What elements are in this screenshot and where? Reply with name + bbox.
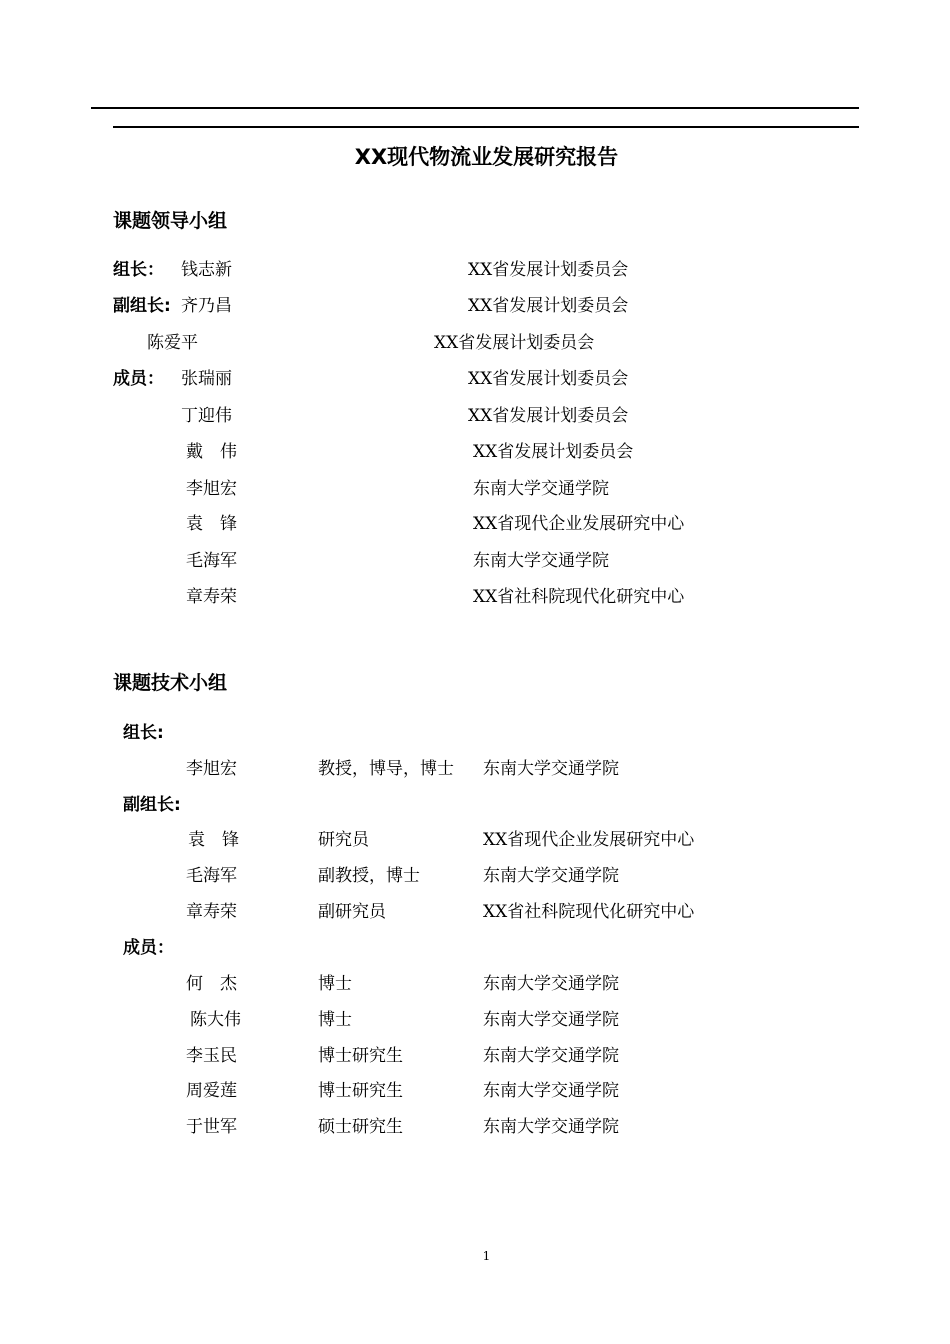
technical-member-org: 东南大学交通学院: [483, 974, 619, 994]
leadership-deputy-label: 副组长:: [113, 296, 171, 316]
technical-members-label: 成员：: [123, 938, 174, 958]
leadership-member-name: 李旭宏: [186, 479, 237, 499]
technical-deputy-name: 毛海军: [186, 866, 237, 886]
technical-member-org: 东南大学交通学院: [483, 1081, 619, 1101]
technical-deputy-title: 研究员: [318, 830, 369, 850]
technical-member-title: 博士: [318, 974, 352, 994]
leadership-member-org: 东南大学交通学院: [473, 551, 609, 571]
technical-member-title: 硕士研究生: [318, 1117, 403, 1137]
leadership-member-org: XX省发展计划委员会: [473, 442, 634, 462]
leadership-deputy-org: XX省发展计划委员会: [468, 296, 629, 316]
leadership-members-label: 成员：: [113, 369, 164, 389]
technical-deputy-org: 东南大学交通学院: [483, 866, 619, 886]
technical-deputy-label: 副组长:: [123, 795, 181, 815]
technical-deputy-title: 副教授，博士: [318, 866, 420, 886]
leadership-member-org: XX省发展计划委员会: [468, 406, 629, 426]
report-title: XX现代物流业发展研究报告: [354, 145, 619, 169]
leadership-member-name: 袁 锋: [186, 514, 237, 534]
technical-member-title: 博士研究生: [318, 1046, 403, 1066]
leadership-heading: 课题领导小组: [113, 210, 228, 232]
technical-member-org: 东南大学交通学院: [483, 1046, 619, 1066]
leadership-leader-org: XX省发展计划委员会: [468, 260, 629, 280]
technical-member-name: 陈大伟: [190, 1010, 241, 1030]
technical-leader-label: 组长:: [123, 723, 164, 743]
technical-leader-name: 李旭宏: [186, 759, 237, 779]
technical-heading: 课题技术小组: [113, 672, 228, 694]
technical-leader-title: 教授，博导，博士: [318, 759, 454, 779]
leadership-leader-label: 组长：: [113, 260, 164, 280]
technical-deputy-name: 章寿荣: [186, 902, 237, 922]
leadership-member-org: 东南大学交通学院: [473, 479, 609, 499]
leadership-deputy-name: 齐乃昌: [181, 296, 232, 316]
technical-member-name: 李玉民: [186, 1046, 237, 1066]
leadership-member-name: 张瑞丽: [181, 369, 232, 389]
leadership-deputy-name: 陈爱平: [147, 333, 198, 353]
leadership-member-name: 丁迎伟: [181, 406, 232, 426]
technical-deputy-org: XX省现代企业发展研究中心: [483, 830, 695, 850]
technical-member-name: 于世军: [186, 1117, 237, 1137]
technical-member-name: 何 杰: [186, 974, 237, 994]
leadership-member-org: XX省社科院现代化研究中心: [473, 587, 685, 607]
technical-deputy-org: XX省社科院现代化研究中心: [483, 902, 695, 922]
leadership-member-name: 毛海军: [186, 551, 237, 571]
technical-member-name: 周爱莲: [186, 1081, 237, 1101]
leadership-member-org: XX省发展计划委员会: [468, 369, 629, 389]
technical-leader-org: 东南大学交通学院: [483, 759, 619, 779]
header-rule-top: [91, 107, 859, 109]
leadership-deputy-org: XX省发展计划委员会: [434, 333, 595, 353]
technical-member-org: 东南大学交通学院: [483, 1010, 619, 1030]
technical-deputy-title: 副研究员: [318, 902, 386, 922]
leadership-leader-name: 钱志新: [181, 260, 232, 280]
technical-member-org: 东南大学交通学院: [483, 1117, 619, 1137]
page-number: 1: [482, 1249, 491, 1263]
header-rule-bottom: [113, 126, 859, 128]
technical-member-title: 博士: [318, 1010, 352, 1030]
leadership-member-name: 章寿荣: [186, 587, 237, 607]
leadership-member-name: 戴 伟: [186, 442, 237, 462]
technical-deputy-name: 袁 锋: [188, 830, 239, 850]
leadership-member-org: XX省现代企业发展研究中心: [473, 514, 685, 534]
technical-member-title: 博士研究生: [318, 1081, 403, 1101]
